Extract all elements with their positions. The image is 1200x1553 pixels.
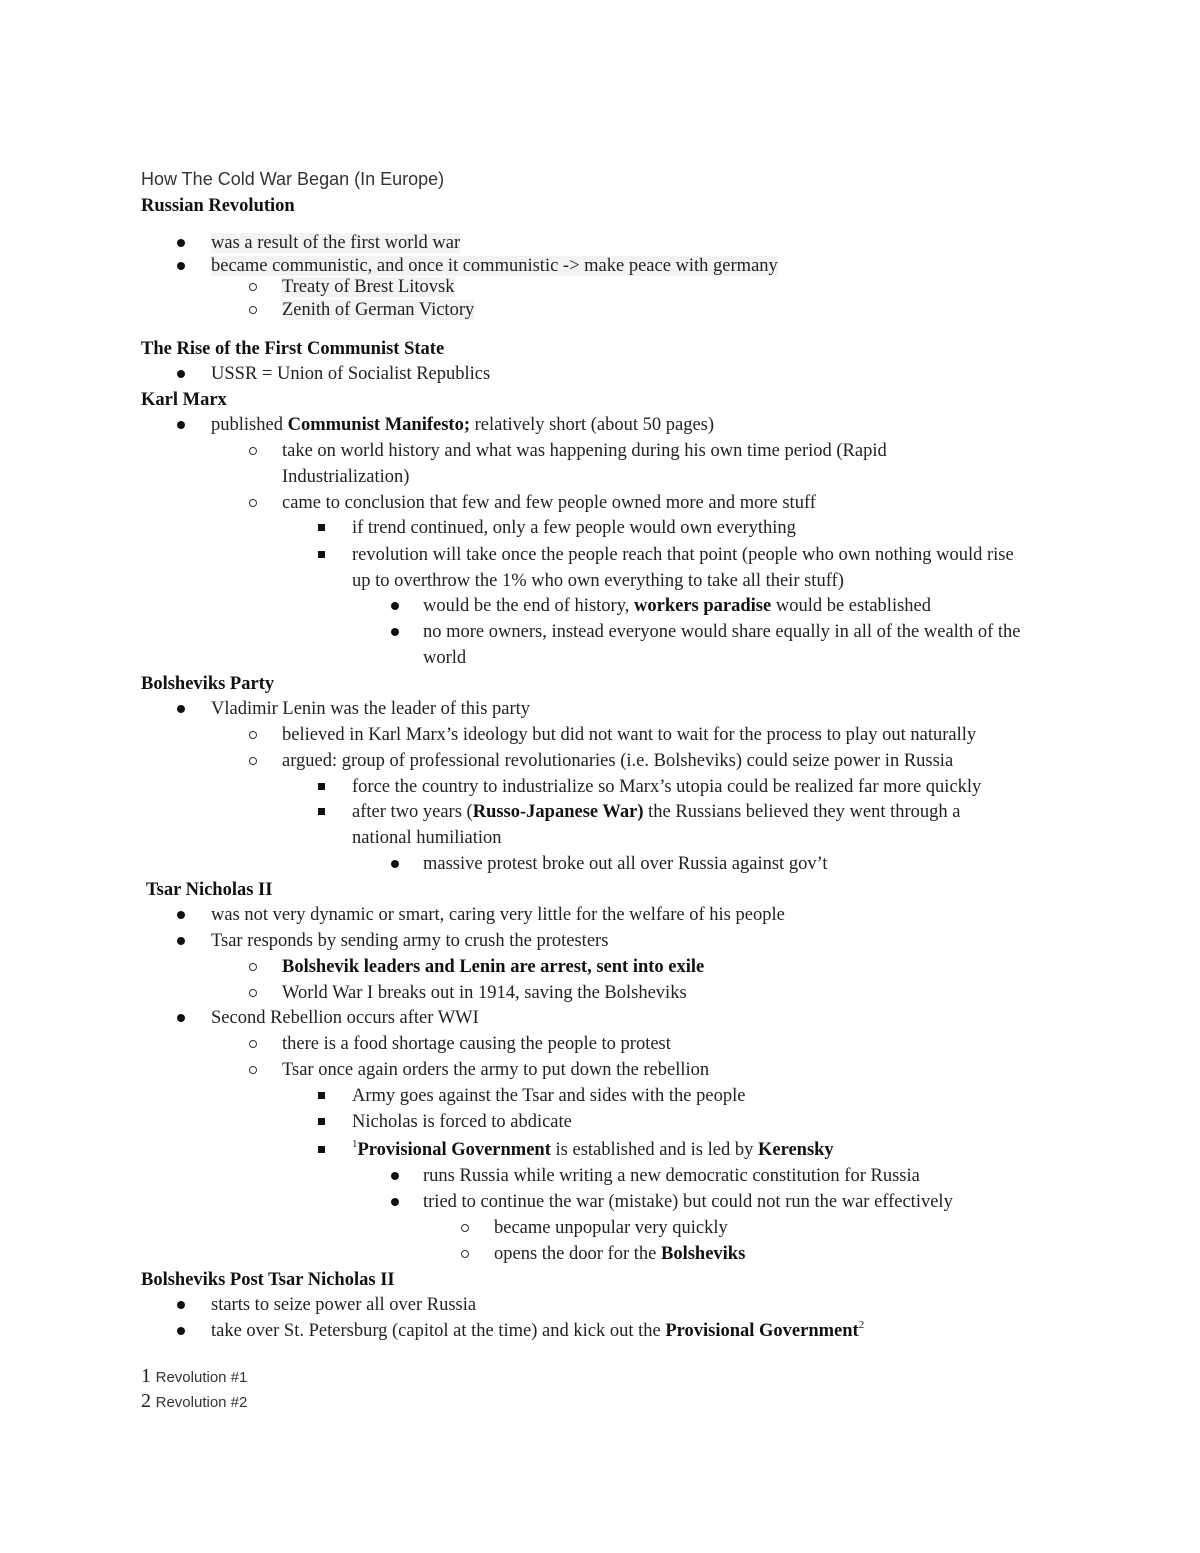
document-title: How The Cold War Began (In Europe)	[141, 169, 445, 189]
bullet-disc	[177, 937, 185, 945]
section-heading-tsar-nicholas: Tsar Nicholas II	[146, 880, 273, 900]
list-item: Tsar once again orders the army to put down the rebellion	[282, 1060, 710, 1080]
section-heading-karl-marx: Karl Marx	[141, 390, 227, 410]
list-item: there is a food shortage causing the people to protest	[282, 1034, 671, 1054]
bullet-disc	[177, 262, 185, 270]
list-item-continuation: national humiliation	[352, 828, 502, 848]
footnote: 2 Revolution #2	[141, 1390, 248, 1412]
list-item: published Communist Manifesto; relatively short (about 50 pages)	[211, 415, 715, 435]
section-heading-russian-revolution: Russian Revolution	[141, 196, 295, 216]
list-item: Zenith of German Victory	[282, 300, 475, 320]
bullet-disc	[177, 911, 185, 919]
bullet-disc	[391, 1198, 399, 1206]
list-item: tried to continue the war (mistake) but could not run the war effectively	[423, 1192, 953, 1212]
list-item: after two years (Russo-Japanese War) the Russians believed they went through a	[352, 802, 961, 822]
list-item: starts to seize power all over Russia	[211, 1295, 477, 1315]
list-item: runs Russia while writing a new democratic constitution for Russia	[423, 1166, 920, 1186]
bullet-disc	[177, 1014, 185, 1022]
list-item: $^1$Provisional Government is established and is led by Kerensky	[352, 1138, 834, 1160]
bullet-disc	[391, 602, 399, 610]
list-item: if trend continued, only a few people would own everything	[352, 518, 796, 538]
list-item: became unpopular very quickly	[494, 1218, 728, 1238]
bullet-circle	[249, 1066, 257, 1074]
bullet-square	[318, 783, 325, 790]
list-item: Bolshevik leaders and Lenin are arrest, sent into exile	[282, 957, 705, 977]
bullet-circle	[249, 989, 257, 997]
list-item: World War I breaks out in 1914, saving the Bolsheviks	[282, 983, 687, 1003]
bullet-circle	[461, 1250, 469, 1258]
section-heading-first-communist-state: The Rise of the First Communist State	[141, 339, 445, 359]
bullet-square	[318, 551, 325, 558]
bullet-circle	[249, 306, 257, 314]
list-item: USSR = Union of Socialist Republics	[211, 364, 491, 384]
list-item: Army goes against the Tsar and sides with the people	[352, 1086, 746, 1106]
bullet-square	[318, 1118, 325, 1125]
list-item-continuation: Industrialization)	[282, 467, 410, 487]
bullet-square	[318, 808, 325, 815]
list-item: Vladimir Lenin was the leader of this party	[211, 699, 531, 719]
bullet-disc	[177, 1327, 185, 1335]
bullet-circle	[249, 499, 257, 507]
bullet-square	[318, 1146, 325, 1153]
list-item: revolution will take once the people reach that point (people who own nothing would rise	[352, 545, 1014, 565]
bullet-circle	[249, 283, 257, 291]
list-item: came to conclusion that few and few people owned more and more stuff	[282, 493, 816, 513]
bullet-square	[318, 1092, 325, 1099]
section-heading-bolsheviks-post: Bolsheviks Post Tsar Nicholas II	[141, 1270, 395, 1290]
bullet-circle	[249, 963, 257, 971]
list-item: became communistic, and once it communistic -> make peace with germany	[211, 256, 778, 276]
bullet-disc	[391, 628, 399, 636]
list-item: Tsar responds by sending army to crush the protesters	[211, 931, 609, 951]
list-item: force the country to industrialize so Marx’s utopia could be realized far more quickly	[352, 777, 982, 797]
bullet-circle	[249, 1040, 257, 1048]
list-item: was not very dynamic or smart, caring very little for the welfare of his people	[211, 905, 785, 925]
bullet-circle	[461, 1224, 469, 1232]
list-item-continuation: up to overthrow the 1% who own everything to take all their stuff)	[352, 571, 844, 591]
footnote-ref: 1	[352, 1138, 358, 1150]
bullet-disc	[177, 705, 185, 713]
list-item: no more owners, instead everyone would share equally in all of the wealth of the	[423, 622, 1021, 642]
list-item: take over St. Petersburg (capitol at the time) and kick out the Provisional Government$^2$	[211, 1319, 865, 1341]
list-item: massive protest broke out all over Russia against gov’t	[423, 854, 828, 874]
list-item: take on world history and what was happening during his own time period (Rapid	[282, 441, 887, 461]
bullet-disc	[391, 1172, 399, 1180]
list-item: Second Rebellion occurs after WWI	[211, 1008, 479, 1028]
footnote-ref: 2	[858, 1319, 865, 1331]
bullet-circle	[249, 757, 257, 765]
list-item: believed in Karl Marx’s ideology but did not want to wait for the process to play out naturally	[282, 725, 977, 745]
bullet-circle	[249, 731, 257, 739]
list-item: opens the door for the Bolsheviks	[494, 1244, 746, 1264]
section-heading-bolsheviks-party: Bolsheviks Party	[141, 674, 275, 694]
footnote: 1 Revolution #1	[141, 1365, 248, 1387]
bullet-circle	[249, 447, 257, 455]
bullet-disc	[177, 1301, 185, 1309]
list-item: would be the end of history, workers paradise would be established	[423, 596, 931, 616]
list-item: was a result of the first world war	[211, 233, 461, 253]
bullet-disc	[391, 860, 399, 868]
list-item: argued: group of professional revolutionaries (i.e. Bolsheviks) could seize power in Russia	[282, 751, 954, 771]
list-item: Treaty of Brest Litovsk	[282, 277, 455, 297]
list-item: Nicholas is forced to abdicate	[352, 1112, 572, 1132]
bullet-disc	[177, 239, 185, 247]
bullet-disc	[177, 421, 185, 429]
list-item-continuation: world	[423, 648, 467, 668]
bullet-disc	[177, 370, 185, 378]
bullet-square	[318, 524, 325, 531]
